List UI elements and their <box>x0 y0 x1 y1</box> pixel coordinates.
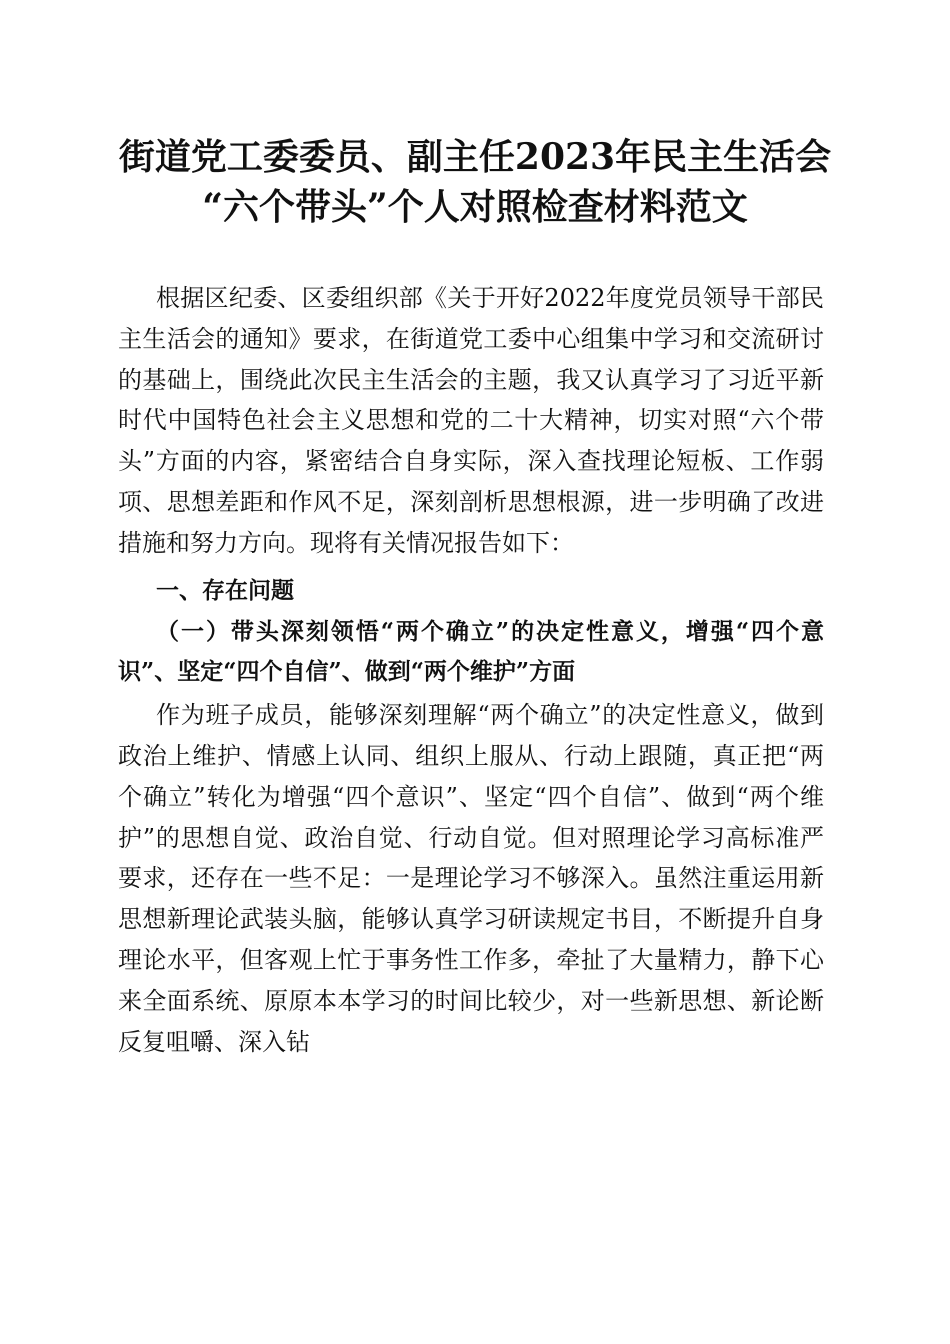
document-body <box>118 278 824 1062</box>
section-heading-problems: 一、存在问题 <box>156 577 294 604</box>
subsection-1-paragraph: 作为班子成员，能够深刻理解“两个确立”的决定性意义，做到政治上维护、情感上认同、组织上服从、行动上跟随，真正把“两个确立”转化为增强“四个意识”、坚定“四个自信”、做到“两个维护”的思想自觉、政治自觉、行动自觉。但对照理论学习高标准严要求，还存在一些不足：一是理论学习不够深入。虽然注重运用新思想新理论武装头脑，能够认真学习研读规定书目，不断提升自身理论水平，但客观上忙于事务性工作多，牵扯了大量精力，静下心来全面系统、原原本本学习的时间比较少，对一些新思想、新论断反复咀嚼、深入钻 <box>118 701 824 1056</box>
title-line-2: “六个带头”个人对照检查材料范文 <box>202 186 748 228</box>
title-line-1: 街道党工委委员、副主任2023年民主生活会 <box>118 136 832 178</box>
document-title <box>100 132 850 232</box>
subsection-heading-1: （一）带头深刻领悟“两个确立”的决定性意义，增强“四个意识”、坚定“四个自信”、做到“两个维护”方面 <box>118 617 824 686</box>
intro-paragraph: 根据区纪委、区委组织部《关于开好2022年度党员领导干部民主生活会的通知》要求，在街道党工委中心组集中学习和交流研讨的基础上，围绕此次民主生活会的主题，我又认真学习了习近平新时代中国特色社会主义思想和党的二十大精神，切实对照“六个带头”方面的内容，紧密结合自身实际，深入查找理论短板、工作弱项、思想差距和作风不足，深刻剖析思想根源，进一步明确了改进措施和努力方向。现将有关情况报告如下： <box>118 284 824 557</box>
